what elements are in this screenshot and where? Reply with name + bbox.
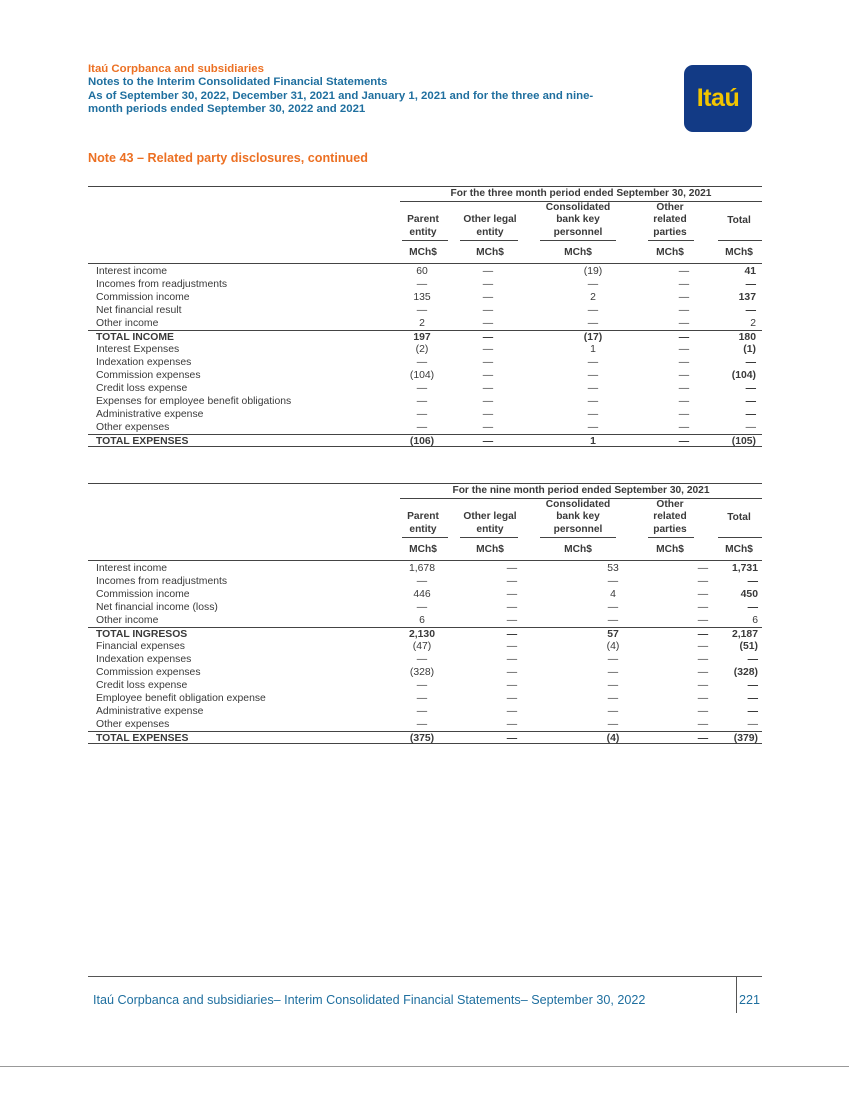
cell-parent: — bbox=[416, 693, 428, 704]
row-label: Employee benefit obligation expense bbox=[96, 693, 266, 704]
cell-other_legal: — bbox=[506, 563, 518, 574]
cell-other_related: — bbox=[697, 629, 709, 640]
cell-other_related: — bbox=[678, 436, 690, 447]
cell-parent: 60 bbox=[416, 266, 428, 277]
table-row bbox=[88, 666, 762, 679]
row-label: Other income bbox=[96, 615, 159, 626]
cell-other_related: — bbox=[678, 292, 690, 303]
cell-key_personnel: 1 bbox=[590, 344, 596, 355]
table-row bbox=[88, 421, 762, 434]
unit-label: MCh$ bbox=[564, 247, 592, 258]
row-label: Net financial result bbox=[96, 305, 182, 316]
cell-other_legal: — bbox=[482, 318, 494, 329]
cell-key_personnel: — bbox=[607, 693, 619, 704]
cell-parent: — bbox=[416, 357, 428, 368]
cell-total: — bbox=[747, 706, 758, 717]
cell-total: (328) bbox=[733, 667, 758, 678]
column-underline bbox=[718, 537, 762, 538]
document-header bbox=[88, 63, 668, 117]
cell-other_related: — bbox=[697, 615, 709, 626]
unit-label: MCh$ bbox=[656, 247, 684, 258]
cell-other_legal: — bbox=[482, 422, 494, 433]
table-row bbox=[88, 588, 762, 601]
period-heading: For the nine month period ended September 30, 2021 bbox=[452, 485, 710, 496]
cell-parent: (47) bbox=[412, 641, 432, 652]
column-header-line: Other legal bbox=[463, 214, 517, 225]
column-header-line: Consolidated bbox=[545, 201, 611, 213]
cell-key_personnel: 1 bbox=[590, 436, 596, 447]
itau-logo bbox=[684, 65, 752, 132]
cell-parent: 2,130 bbox=[408, 629, 435, 640]
row-label: Other income bbox=[96, 318, 159, 329]
row-label: Administrative expense bbox=[96, 409, 204, 420]
table-row bbox=[88, 718, 762, 731]
cell-parent: (328) bbox=[409, 667, 435, 678]
cell-other_related: — bbox=[678, 357, 690, 368]
total-row bbox=[88, 330, 762, 343]
cell-total: 137 bbox=[738, 292, 756, 303]
column-header-line: related bbox=[653, 511, 687, 522]
column-header-line: Parent bbox=[407, 511, 439, 522]
cell-parent: — bbox=[416, 680, 428, 691]
unit-label: MCh$ bbox=[656, 544, 684, 555]
column-header-line: related bbox=[653, 214, 687, 225]
column-header-line: Consolidated bbox=[545, 498, 611, 510]
column-header-text bbox=[653, 202, 686, 240]
row-label: Incomes from readjustments bbox=[96, 576, 228, 587]
table-row bbox=[88, 679, 762, 692]
cell-total: 450 bbox=[740, 589, 758, 600]
column-header-line: entity bbox=[476, 523, 504, 535]
total-row bbox=[88, 434, 762, 447]
footer-text: Itaú Corpbanca and subsidiaries– Interim Consolidated Financial Statements– September 30, 2022 bbox=[93, 993, 646, 1007]
cell-total: (379) bbox=[733, 733, 758, 744]
cell-other_legal: — bbox=[506, 733, 518, 744]
column-header-line: parties bbox=[653, 226, 687, 238]
cell-parent: — bbox=[416, 602, 428, 613]
column-underline bbox=[460, 537, 518, 538]
cell-key_personnel: — bbox=[587, 357, 599, 368]
cell-parent: (106) bbox=[409, 436, 435, 447]
cell-total: — bbox=[745, 357, 756, 368]
cell-other_related: — bbox=[697, 576, 709, 587]
cell-parent: (375) bbox=[409, 733, 435, 744]
cell-other_related: — bbox=[697, 602, 709, 613]
column-underline bbox=[540, 537, 616, 538]
cell-key_personnel: — bbox=[607, 576, 619, 587]
cell-other_legal: — bbox=[506, 667, 518, 678]
table-row bbox=[88, 343, 762, 356]
column-header-text bbox=[653, 499, 686, 537]
column-header-text bbox=[463, 214, 516, 239]
cell-other_legal: — bbox=[482, 279, 494, 290]
row-label: Net financial income (loss) bbox=[96, 602, 218, 613]
cell-total: — bbox=[745, 409, 756, 420]
column-header-line: entity bbox=[476, 226, 504, 238]
cell-total: (51) bbox=[739, 641, 758, 652]
column-underline bbox=[718, 240, 762, 241]
column-header-line: bank key bbox=[556, 511, 600, 522]
row-label: Financial expenses bbox=[96, 641, 185, 652]
column-header-line: parties bbox=[653, 523, 687, 535]
row-label: TOTAL EXPENSES bbox=[96, 733, 189, 744]
cell-parent: — bbox=[416, 706, 428, 717]
footer-divider bbox=[88, 976, 762, 977]
cell-key_personnel: — bbox=[607, 706, 619, 717]
cell-key_personnel: (4) bbox=[606, 641, 620, 652]
cell-key_personnel: — bbox=[587, 305, 599, 316]
cell-other_legal: — bbox=[482, 344, 494, 355]
cell-key_personnel: (17) bbox=[583, 332, 603, 343]
column-header-total bbox=[716, 201, 762, 239]
unit-label: MCh$ bbox=[409, 544, 437, 555]
nine-month-table bbox=[88, 483, 762, 747]
cell-total: — bbox=[747, 693, 758, 704]
table-row bbox=[88, 705, 762, 718]
cell-parent: — bbox=[416, 654, 428, 665]
row-label: Commission income bbox=[96, 292, 190, 303]
cell-total: 2 bbox=[750, 318, 756, 329]
row-label: TOTAL INGRESOS bbox=[96, 629, 188, 640]
cell-key_personnel: — bbox=[587, 370, 599, 381]
cell-key_personnel: 57 bbox=[607, 629, 619, 640]
cell-parent: — bbox=[416, 383, 428, 394]
table-top-rule bbox=[88, 483, 762, 484]
table-row bbox=[88, 265, 762, 278]
cell-total: (105) bbox=[731, 436, 756, 447]
cell-other_related: — bbox=[678, 279, 690, 290]
cell-other_legal: — bbox=[506, 576, 518, 587]
three-month-table bbox=[88, 186, 762, 450]
column-header-line: Total bbox=[727, 214, 751, 226]
cell-other_legal: — bbox=[506, 654, 518, 665]
table-row bbox=[88, 356, 762, 369]
table-row bbox=[88, 614, 762, 627]
cell-total: — bbox=[745, 422, 756, 433]
cell-other_related: — bbox=[697, 680, 709, 691]
total-row bbox=[88, 627, 762, 640]
cell-other_legal: — bbox=[506, 641, 518, 652]
cell-other_legal: — bbox=[482, 305, 494, 316]
column-header-text bbox=[727, 512, 751, 525]
cell-key_personnel: — bbox=[587, 318, 599, 329]
cell-key_personnel: — bbox=[607, 654, 619, 665]
cell-other_related: — bbox=[678, 344, 690, 355]
row-label: Indexation expenses bbox=[96, 357, 192, 368]
row-label: Credit loss expense bbox=[96, 680, 188, 691]
cell-other_related: — bbox=[697, 589, 709, 600]
row-label: Credit loss expense bbox=[96, 383, 188, 394]
column-underline bbox=[540, 240, 616, 241]
unit-label: MCh$ bbox=[409, 247, 437, 258]
cell-other_related: — bbox=[678, 422, 690, 433]
row-label: Interest income bbox=[96, 266, 168, 277]
total-row bbox=[88, 731, 762, 744]
cell-other_legal: — bbox=[482, 266, 494, 277]
cell-other_related: — bbox=[678, 396, 690, 407]
cell-key_personnel: — bbox=[607, 667, 619, 678]
cell-other_legal: — bbox=[506, 629, 518, 640]
cell-other_legal: — bbox=[482, 409, 494, 420]
cell-key_personnel: (4) bbox=[606, 733, 620, 744]
cell-total: — bbox=[747, 602, 758, 613]
cell-other_related: — bbox=[697, 654, 709, 665]
column-header-text bbox=[727, 215, 751, 228]
column-header-line: personnel bbox=[553, 523, 603, 535]
column-header-line: entity bbox=[409, 226, 437, 238]
cell-total: — bbox=[747, 654, 758, 665]
row-label: Indexation expenses bbox=[96, 654, 192, 665]
page-number: 221 bbox=[739, 993, 761, 1007]
row-label: Interest income bbox=[96, 563, 168, 574]
column-header-parent bbox=[396, 201, 450, 239]
company-name: Itaú Corpbanca and subsidiaries bbox=[88, 63, 264, 75]
table-row bbox=[88, 653, 762, 666]
cell-other_related: — bbox=[697, 563, 709, 574]
cell-total: (1) bbox=[743, 344, 756, 355]
cell-other_legal: — bbox=[482, 396, 494, 407]
unit-rule bbox=[88, 263, 762, 264]
column-underline bbox=[648, 537, 694, 538]
unit-label: MCh$ bbox=[476, 544, 504, 555]
period-line-2: month periods ended September 30, 2022 and 2021 bbox=[88, 103, 366, 116]
column-header-line: Other bbox=[656, 498, 684, 510]
cell-total: — bbox=[747, 719, 758, 730]
cell-key_personnel: 53 bbox=[607, 563, 619, 574]
cell-total: 2,187 bbox=[731, 629, 758, 640]
cell-other_legal: — bbox=[506, 680, 518, 691]
table-row bbox=[88, 369, 762, 382]
cell-other_legal: — bbox=[482, 357, 494, 368]
cell-parent: 2 bbox=[419, 318, 425, 329]
footer-vertical-divider bbox=[736, 976, 737, 1013]
unit-label: MCh$ bbox=[725, 544, 753, 555]
cell-other_related: — bbox=[697, 706, 709, 717]
cell-other_related: — bbox=[678, 318, 690, 329]
row-label: Interest Expenses bbox=[96, 344, 180, 355]
cell-other_related: — bbox=[678, 305, 690, 316]
period-line-1: As of September 30, 2022, December 31, 2021 and January 1, 2021 and for the three and nine- bbox=[88, 89, 594, 102]
column-header-other_legal bbox=[458, 201, 522, 239]
note-title: Note 43 – Related party disclosures, continued bbox=[88, 151, 368, 165]
cell-other_legal: — bbox=[506, 693, 518, 704]
table-row bbox=[88, 640, 762, 653]
cell-key_personnel: — bbox=[587, 383, 599, 394]
column-header-other_related bbox=[636, 498, 704, 536]
cell-parent: — bbox=[416, 719, 428, 730]
column-header-line: Other legal bbox=[463, 511, 517, 522]
cell-total: 180 bbox=[738, 332, 756, 343]
table-row bbox=[88, 382, 762, 395]
column-header-line: Parent bbox=[407, 214, 439, 225]
cell-parent: — bbox=[416, 409, 428, 420]
table-row bbox=[88, 317, 762, 330]
cell-parent: (2) bbox=[415, 344, 429, 355]
table-row bbox=[88, 291, 762, 304]
cell-key_personnel: — bbox=[607, 602, 619, 613]
column-header-line: entity bbox=[409, 523, 437, 535]
row-label: Commission expenses bbox=[96, 667, 201, 678]
column-header-key_personnel bbox=[538, 498, 618, 536]
column-header-parent bbox=[396, 498, 450, 536]
cell-other_legal: — bbox=[506, 706, 518, 717]
unit-label: MCh$ bbox=[564, 544, 592, 555]
cell-other_related: — bbox=[697, 733, 709, 744]
column-header-line: Total bbox=[727, 511, 751, 523]
unit-label: MCh$ bbox=[476, 247, 504, 258]
cell-total: — bbox=[747, 680, 758, 691]
column-header-line: personnel bbox=[553, 226, 603, 238]
row-label: Incomes from readjustments bbox=[96, 279, 228, 290]
cell-parent: 446 bbox=[413, 589, 431, 600]
table-row bbox=[88, 562, 762, 575]
cell-other_related: — bbox=[678, 370, 690, 381]
cell-other_legal: — bbox=[482, 292, 494, 303]
cell-total: — bbox=[745, 383, 756, 394]
notes-title: Notes to the Interim Consolidated Financial Statements bbox=[88, 76, 388, 89]
cell-total: — bbox=[745, 396, 756, 407]
cell-other_legal: — bbox=[482, 370, 494, 381]
column-header-text bbox=[407, 214, 439, 239]
table-row bbox=[88, 304, 762, 317]
column-header-text bbox=[463, 511, 516, 536]
column-underline bbox=[648, 240, 694, 241]
cell-other_related: — bbox=[678, 409, 690, 420]
cell-key_personnel: — bbox=[587, 422, 599, 433]
cell-other_related: — bbox=[697, 641, 709, 652]
cell-parent: — bbox=[416, 396, 428, 407]
cell-parent: 6 bbox=[419, 615, 425, 626]
cell-parent: — bbox=[416, 422, 428, 433]
cell-other_related: — bbox=[678, 332, 690, 343]
period-heading: For the three month period ended September 30, 2021 bbox=[450, 188, 712, 199]
table-row bbox=[88, 408, 762, 421]
cell-total: 1,731 bbox=[731, 563, 758, 574]
row-label: Other expenses bbox=[96, 422, 170, 433]
cell-parent: — bbox=[416, 305, 428, 316]
cell-key_personnel: — bbox=[587, 279, 599, 290]
cell-total: 6 bbox=[752, 615, 758, 626]
cell-other_legal: — bbox=[506, 589, 518, 600]
cell-total: (104) bbox=[731, 370, 756, 381]
row-label: Commission expenses bbox=[96, 370, 201, 381]
row-label: TOTAL INCOME bbox=[96, 332, 174, 343]
column-header-total bbox=[716, 498, 762, 536]
column-header-text bbox=[546, 499, 611, 537]
unit-rule bbox=[88, 560, 762, 561]
column-header-text bbox=[546, 202, 611, 240]
cell-other_related: — bbox=[697, 667, 709, 678]
table-row bbox=[88, 601, 762, 614]
cell-key_personnel: 4 bbox=[610, 589, 616, 600]
cell-total: 41 bbox=[744, 266, 756, 277]
cell-parent: 197 bbox=[413, 332, 431, 343]
column-header-other_legal bbox=[458, 498, 522, 536]
cell-key_personnel: — bbox=[607, 680, 619, 691]
table-row bbox=[88, 278, 762, 291]
cell-total: — bbox=[747, 576, 758, 587]
cell-parent: 135 bbox=[413, 292, 431, 303]
row-label: Commission income bbox=[96, 589, 190, 600]
cell-other_legal: — bbox=[506, 615, 518, 626]
table-row bbox=[88, 692, 762, 705]
cell-key_personnel: — bbox=[587, 409, 599, 420]
page-bottom-rule bbox=[0, 1066, 849, 1067]
cell-other_legal: — bbox=[506, 602, 518, 613]
row-label: TOTAL EXPENSES bbox=[96, 436, 189, 447]
column-underline bbox=[402, 537, 448, 538]
column-header-other_related bbox=[636, 201, 704, 239]
cell-key_personnel: (19) bbox=[583, 266, 603, 277]
cell-other_legal: — bbox=[482, 436, 494, 447]
cell-total: — bbox=[745, 279, 756, 290]
column-underline bbox=[460, 240, 518, 241]
row-label: Administrative expense bbox=[96, 706, 204, 717]
column-header-text bbox=[407, 511, 439, 536]
cell-parent: — bbox=[416, 279, 428, 290]
cell-key_personnel: 2 bbox=[590, 292, 596, 303]
row-label: Other expenses bbox=[96, 719, 170, 730]
column-underline bbox=[402, 240, 448, 241]
cell-other_related: — bbox=[697, 693, 709, 704]
cell-total: — bbox=[745, 305, 756, 316]
cell-key_personnel: — bbox=[607, 615, 619, 626]
column-header-line: bank key bbox=[556, 214, 600, 225]
cell-other_legal: — bbox=[482, 332, 494, 343]
cell-other_legal: — bbox=[482, 383, 494, 394]
cell-parent: (104) bbox=[409, 370, 435, 381]
cell-parent: 1,678 bbox=[408, 563, 435, 574]
cell-other_related: — bbox=[697, 719, 709, 730]
logo-text: Itaú bbox=[696, 84, 740, 112]
cell-parent: — bbox=[416, 576, 428, 587]
column-header-line: Other bbox=[656, 201, 684, 213]
column-header-key_personnel bbox=[538, 201, 618, 239]
unit-label: MCh$ bbox=[725, 247, 753, 258]
table-row bbox=[88, 575, 762, 588]
table-row bbox=[88, 395, 762, 408]
cell-key_personnel: — bbox=[607, 719, 619, 730]
row-label: Expenses for employee benefit obligations bbox=[96, 396, 292, 407]
cell-key_personnel: — bbox=[587, 396, 599, 407]
table-top-rule bbox=[88, 186, 762, 187]
cell-other_related: — bbox=[678, 383, 690, 394]
cell-other_related: — bbox=[678, 266, 690, 277]
cell-other_legal: — bbox=[506, 719, 518, 730]
